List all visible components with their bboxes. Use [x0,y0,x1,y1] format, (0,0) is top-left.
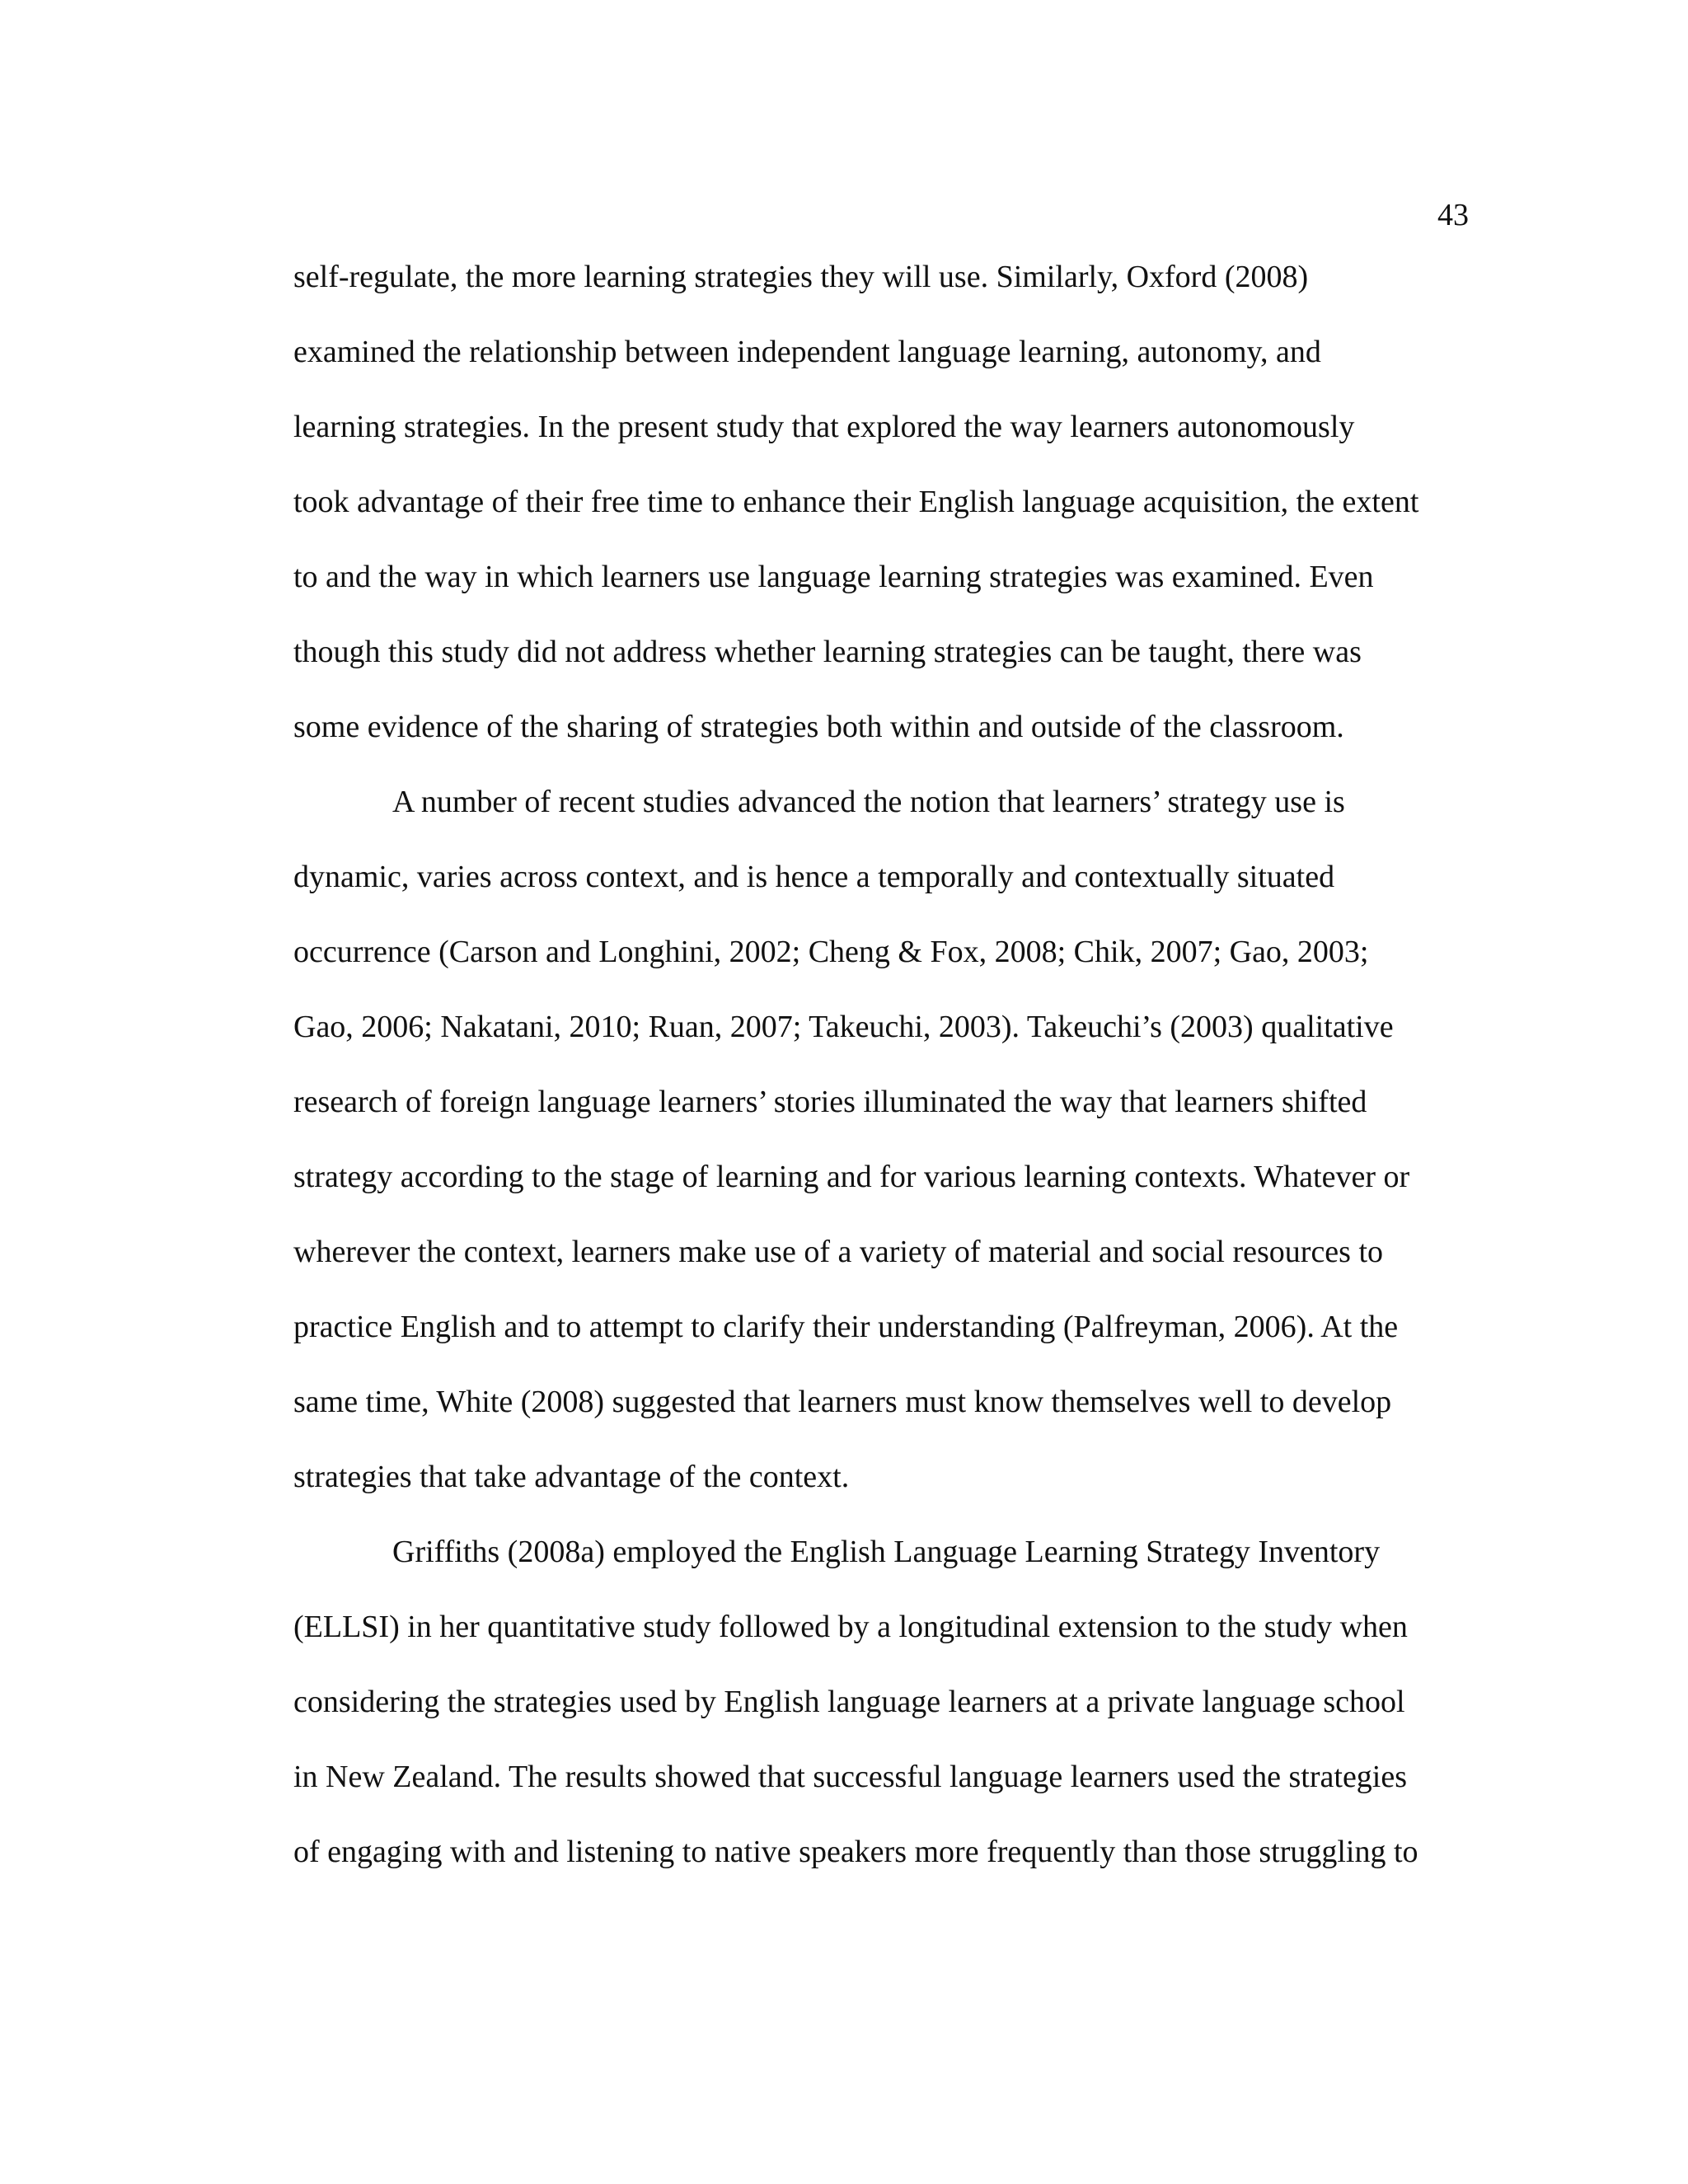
text-line: wherever the context, learners make use of a variety of material and social resources to [293,1235,1384,1269]
text-line: Gao, 2006; Nakatani, 2010; Ruan, 2007; Takeuchi, 2003). Takeuchi’s (2003) qualitative [293,1010,1394,1044]
text-line: strategies that take advantage of the context. [293,1460,850,1494]
text-line: in New Zealand. The results showed that successful language learners used the strategies [293,1760,1408,1794]
text-line: some evidence of the sharing of strategies both within and outside of the classroom. [293,710,1344,744]
text-line: learning strategies. In the present study that explored the way learners autonomously [293,410,1355,444]
text-line: dynamic, varies across context, and is hence a temporally and contextually situated [293,860,1335,894]
text-line: took advantage of their free time to enhance their English language acquisition, the extent [293,485,1419,519]
text-line: though this study did not address whether learning strategies can be taught, there was [293,635,1362,669]
text-line: self-regulate, the more learning strategies they will use. Similarly, Oxford (2008) [293,260,1309,294]
text-line: to and the way in which learners use language learning strategies was examined. Even [293,560,1374,594]
body-text [293,254,1472,1904]
text-line: same time, White (2008) suggested that learners must know themselves well to develop [293,1385,1392,1419]
text-line: of engaging with and listening to native speakers more frequently than those struggling to [293,1835,1418,1869]
text-line: examined the relationship between independent language learning, autonomy, and [293,335,1321,369]
text-line: considering the strategies used by English language learners at a private language school [293,1685,1405,1719]
text-line: strategy according to the stage of learning and for various learning contexts. Whatever or [293,1160,1410,1194]
text-line: occurrence (Carson and Longhini, 2002; Cheng & Fox, 2008; Chik, 2007; Gao, 2003; [293,935,1369,969]
paragraph-first-line: A number of recent studies advanced the notion that learners’ strategy use is [392,785,1345,819]
text-line: practice English and to attempt to clarify their understanding (Palfreyman, 2006). At the [293,1310,1399,1344]
page-number: 43 [1437,198,1469,232]
text-line: research of foreign language learners’ stories illuminated the way that learners shifted [293,1085,1367,1119]
paragraph-first-line: Griffiths (2008a) employed the English Language Learning Strategy Inventory [392,1535,1381,1569]
text-line: (ELLSI) in her quantitative study followed by a longitudinal extension to the study when [293,1610,1408,1644]
